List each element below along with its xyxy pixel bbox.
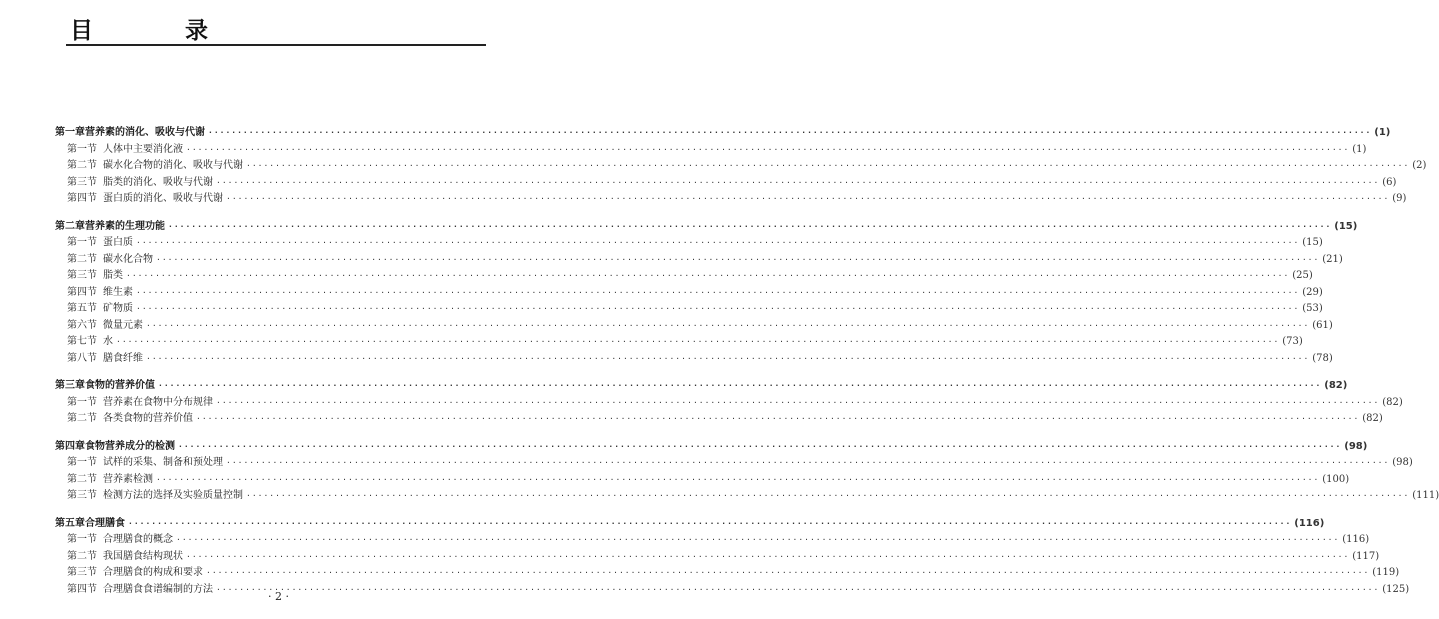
- toc-section-entry: [55, 488, 1439, 505]
- toc-section-entry: [55, 175, 1397, 192]
- dot-leader: ········································································································································································································: [178, 441, 1342, 451]
- section-title: 矿物质: [103, 303, 133, 314]
- toc-chapter-entry: [55, 378, 1348, 395]
- chapter-title: 合理膳食: [85, 517, 125, 529]
- dot-leader: ········································································································································································································: [226, 458, 1390, 467]
- dot-leader: ········································································································································································································: [136, 287, 1300, 297]
- page-number: (125): [1382, 583, 1410, 595]
- chapter-spacer: [55, 505, 487, 516]
- page-number: (78): [1312, 352, 1333, 364]
- section-number: 第二节: [67, 550, 97, 562]
- page-number: (15): [1302, 237, 1323, 248]
- toc-chapter-entry: [55, 439, 1368, 456]
- section-number: 第五节: [67, 303, 97, 314]
- page-number: (6): [1382, 176, 1397, 188]
- table-of-contents: [55, 125, 1439, 598]
- page-number: (21): [1322, 253, 1343, 265]
- page-number: (111): [1412, 490, 1439, 501]
- section-title: 合理膳食的概念: [103, 534, 173, 545]
- toc-section-entry: [55, 158, 1427, 175]
- toc-section-entry: [55, 142, 1367, 159]
- page-number: (1): [1352, 143, 1367, 155]
- toc-chapter-entry: [55, 516, 1325, 533]
- section-title: 营养素在食物中分布规律: [103, 396, 213, 408]
- toc-section-entry: [55, 472, 1350, 489]
- dot-leader: ········································································································································································································: [216, 584, 1380, 594]
- section-title: 人体中主要消化液: [103, 143, 183, 155]
- toc-section-entry: [55, 395, 1403, 412]
- chapter-title: 营养素的生理功能: [85, 220, 165, 232]
- toc-section-entry: [55, 191, 1407, 208]
- page-number: (116): [1294, 517, 1325, 529]
- dot-leader: ········································································································································································································: [136, 238, 1300, 247]
- section-title: 营养素检测: [103, 473, 153, 485]
- chapter-number: 第四章: [55, 440, 85, 452]
- page-number: (29): [1302, 286, 1323, 298]
- section-number: 第八节: [67, 352, 97, 364]
- dot-leader: ········································································································································································································: [116, 337, 1280, 346]
- section-title: 各类食物的营养价值: [103, 413, 193, 424]
- section-number: 第一节: [67, 143, 97, 155]
- chapter-spacer: [55, 208, 487, 219]
- title-underline: [66, 44, 486, 46]
- section-number: 第七节: [67, 336, 97, 347]
- page-number: (61): [1312, 319, 1333, 331]
- toc-section-entry: [55, 252, 1343, 269]
- page-number: (119): [1372, 567, 1400, 578]
- dot-leader: ········································································································································································································: [176, 535, 1340, 544]
- section-number: 第一节: [67, 457, 97, 468]
- dot-leader: ········································································································································································································: [156, 474, 1320, 484]
- toc-section-entry: [55, 565, 1400, 582]
- section-title: 微量元素: [103, 319, 143, 331]
- section-title: 维生素: [103, 286, 133, 298]
- toc-section-entry: [55, 351, 1333, 368]
- toc-section-entry: [55, 235, 1323, 252]
- section-title: 脂类: [103, 270, 123, 281]
- toc-chapter-entry: [55, 219, 1358, 236]
- section-number: 第四节: [67, 286, 97, 298]
- chapter-title: 营养素的消化、吸收与代谢: [85, 127, 205, 138]
- dot-leader: ········································································································································································································: [186, 144, 1350, 154]
- section-number: 第三节: [67, 490, 97, 501]
- chapter-number: 第二章: [55, 220, 85, 232]
- page-number: (98): [1392, 457, 1413, 468]
- section-title: 膳食纤维: [103, 352, 143, 364]
- dot-leader: ········································································································································································································: [168, 221, 1332, 231]
- page-number: (116): [1342, 534, 1370, 545]
- dot-leader: ········································································································································································································: [246, 161, 1410, 170]
- section-number: 第一节: [67, 237, 97, 248]
- dot-leader: ········································································································································································································: [246, 491, 1410, 500]
- toc-section-entry: [55, 532, 1370, 549]
- page-number: (9): [1392, 193, 1407, 204]
- page-number: (25): [1292, 270, 1313, 281]
- page-number: (82): [1324, 380, 1348, 391]
- section-title: 蛋白质: [103, 237, 133, 248]
- section-number: 第一节: [67, 534, 97, 545]
- page-number: (98): [1344, 440, 1368, 452]
- chapter-spacer: [55, 367, 487, 378]
- section-number: 第二节: [67, 253, 97, 265]
- section-number: 第四节: [67, 193, 97, 204]
- page-title: 目 录: [70, 18, 251, 44]
- dot-leader: ········································································································································································································: [126, 271, 1290, 280]
- chapter-number: 第三章: [55, 380, 85, 391]
- toc-section-entry: [55, 268, 1313, 285]
- dot-leader: ········································································································································································································: [156, 254, 1320, 264]
- dot-leader: ········································································································································································································: [216, 177, 1380, 187]
- dot-leader: ········································································································································································································: [146, 353, 1310, 363]
- section-title: 我国膳食结构现状: [103, 550, 183, 562]
- section-number: 第四节: [67, 583, 97, 595]
- toc-section-entry: [55, 301, 1323, 318]
- section-number: 第二节: [67, 413, 97, 424]
- toc-section-entry: [55, 411, 1383, 428]
- section-number: 第六节: [67, 319, 97, 331]
- toc-section-entry: [55, 334, 1303, 351]
- section-title: 蛋白质的消化、吸收与代谢: [103, 193, 223, 204]
- section-number: 第三节: [67, 176, 97, 188]
- page-number: (100): [1322, 473, 1350, 485]
- page-number: (82): [1382, 396, 1403, 408]
- section-title: 检测方法的选择及实验质量控制: [103, 490, 243, 501]
- dot-leader: ········································································································································································································: [158, 381, 1322, 390]
- chapter-number: 第一章: [55, 127, 85, 138]
- dot-leader: ········································································································································································································: [136, 304, 1300, 313]
- page-number: (53): [1302, 303, 1323, 314]
- dot-leader: ········································································································································································································: [196, 414, 1360, 423]
- dot-leader: ········································································································································································································: [208, 128, 1372, 137]
- page-number: (2): [1412, 160, 1427, 171]
- section-title: 碳水化合物: [103, 253, 153, 265]
- toc-section-entry: [55, 455, 1413, 472]
- section-number: 第二节: [67, 160, 97, 171]
- section-title: 合理膳食的构成和要求: [103, 567, 203, 578]
- page-number: (1): [1374, 127, 1391, 138]
- dot-leader: ········································································································································································································: [216, 397, 1380, 407]
- toc-section-entry: [55, 318, 1333, 335]
- section-number: 第一节: [67, 396, 97, 408]
- page-number: (73): [1282, 336, 1303, 347]
- section-title: 碳水化合物的消化、吸收与代谢: [103, 160, 243, 171]
- chapter-number: 第五章: [55, 517, 85, 529]
- section-title: 试样的采集、制备和预处理: [103, 457, 223, 468]
- dot-leader: ········································································································································································································: [186, 551, 1350, 561]
- section-number: 第三节: [67, 270, 97, 281]
- dot-leader: ········································································································································································································: [146, 320, 1310, 330]
- toc-chapter-entry: [55, 125, 1391, 142]
- section-title: 合理膳食食谱编制的方法: [103, 583, 213, 595]
- chapter-title: 食物的营养价值: [85, 380, 155, 391]
- dot-leader: ········································································································································································································: [226, 194, 1390, 203]
- section-number: 第二节: [67, 473, 97, 485]
- section-title: 脂类的消化、吸收与代谢: [103, 176, 213, 188]
- page-number: (82): [1362, 413, 1383, 424]
- dot-leader: ········································································································································································································: [206, 568, 1370, 577]
- page-number-footer: · 2 ·: [268, 590, 289, 603]
- section-title: 水: [103, 336, 113, 347]
- chapter-spacer: [55, 428, 487, 439]
- page-number: (117): [1352, 550, 1380, 562]
- toc-section-entry: [55, 285, 1323, 302]
- chapter-title: 食物营养成分的检测: [85, 440, 175, 452]
- section-number: 第三节: [67, 567, 97, 578]
- toc-section-entry: [55, 549, 1380, 566]
- dot-leader: ········································································································································································································: [128, 518, 1292, 528]
- page-number: (15): [1334, 220, 1358, 232]
